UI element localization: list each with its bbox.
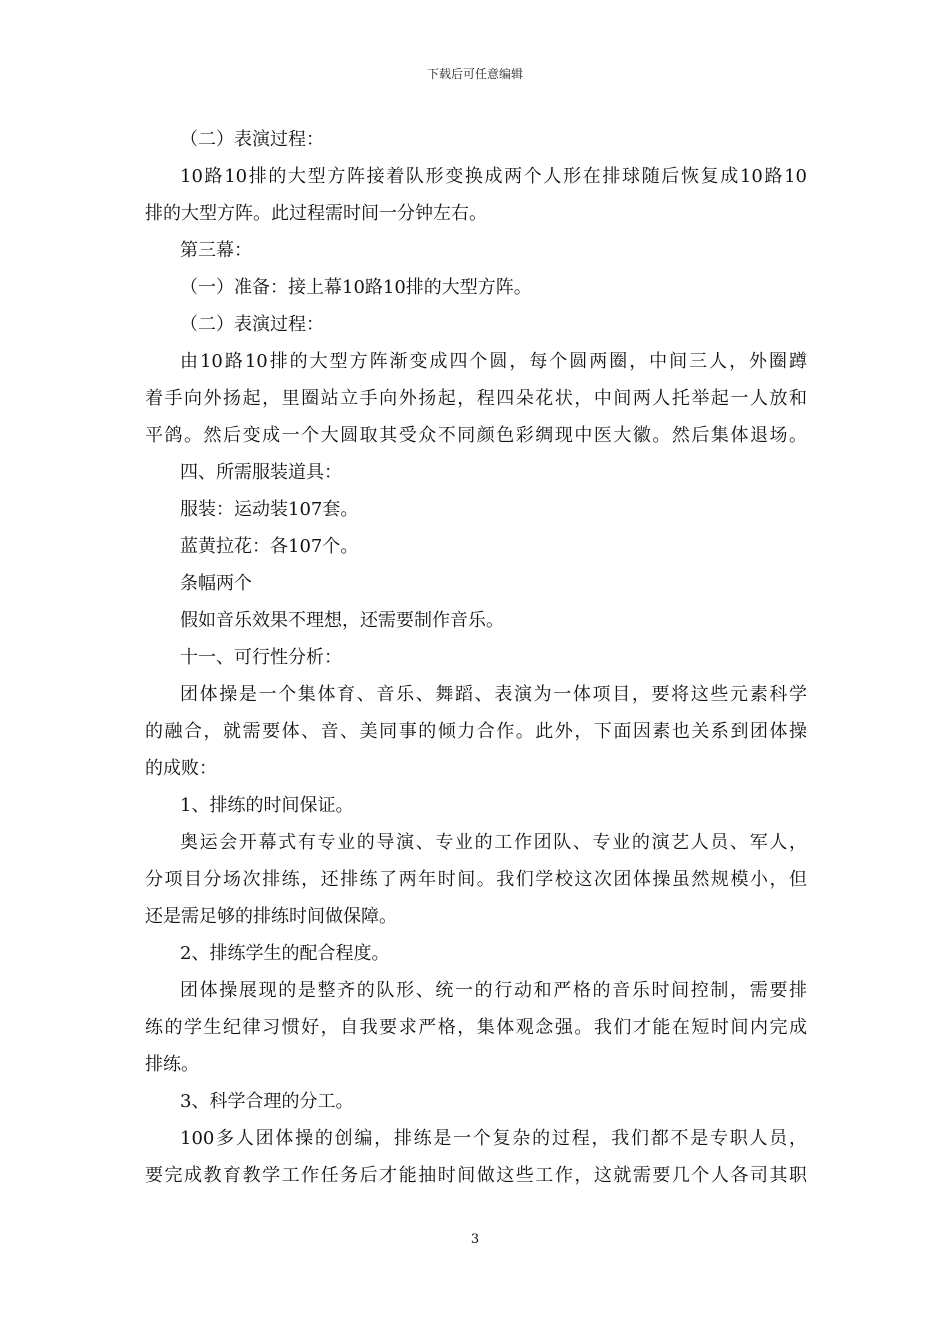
- text-line: 排练。: [145, 1054, 199, 1075]
- text-line: 排的大型方阵。此过程需时间一分钟左右。: [145, 203, 487, 224]
- text-line: 第三幕：: [180, 240, 252, 261]
- text-line: 3、科学合理的分工。: [180, 1091, 354, 1112]
- text-line: 服装：运动装107套。: [180, 499, 359, 520]
- text-line: 四、所需服装道具：: [180, 462, 342, 483]
- text-line: 蓝黄拉花：各107个。: [180, 536, 359, 557]
- text-line: 团体操展现的是整齐的队形、统一的行动和严格的音乐时间控制，需要排: [180, 980, 807, 1001]
- text-line: 10路10排的大型方阵接着队形变换成两个人形在排球随后恢复成10路10: [180, 166, 807, 187]
- text-line: 十一、可行性分析：: [180, 647, 342, 668]
- page-number: 3: [470, 1232, 480, 1247]
- text-line: 平鸽。然后变成一个大圆取其受众不同颜色彩绸现中医大徽。然后集体退场。: [145, 425, 807, 446]
- text-line: 练的学生纪律习惯好，自我要求严格，集体观念强。我们才能在短时间内完成: [145, 1017, 807, 1038]
- text-line: 要完成教育教学工作任务后才能抽时间做这些工作，这就需要几个人各司其职: [145, 1165, 807, 1186]
- text-line: 的成败：: [145, 758, 217, 779]
- text-line: 2、排练学生的配合程度。: [180, 943, 390, 964]
- page-header: 下载后可任意编辑: [426, 67, 523, 81]
- text-line: （二）表演过程：: [180, 129, 324, 150]
- text-line: 假如音乐效果不理想，还需要制作音乐。: [180, 610, 504, 631]
- text-line: 的融合，就需要体、音、美同事的倾力合作。此外，下面因素也关系到团体操: [145, 721, 807, 742]
- text-line: 由10路10排的大型方阵渐变成四个圆，每个圆两圈，中间三人，外圈蹲: [180, 351, 807, 372]
- text-line: 奥运会开幕式有专业的导演、专业的工作团队、专业的演艺人员、军人，: [180, 832, 807, 853]
- text-line: 团体操是一个集体育、音乐、舞蹈、表演为一体项目，要将这些元素科学: [180, 684, 807, 705]
- text-line: 条幅两个: [180, 573, 252, 594]
- text-line: （二）表演过程：: [180, 314, 324, 335]
- text-line: 分项目分场次排练，还排练了两年时间。我们学校这次团体操虽然规模小，但: [145, 869, 807, 890]
- text-line: 着手向外扬起，里圈站立手向外扬起，程四朵花状，中间两人托举起一人放和: [145, 388, 807, 409]
- text-line: 1、排练的时间保证。: [180, 795, 354, 816]
- text-line: 100多人团体操的创编，排练是一个复杂的过程，我们都不是专职人员，: [180, 1128, 807, 1149]
- text-line: 还是需足够的排练时间做保障。: [145, 906, 397, 927]
- text-line: （一）准备：接上幕10路10排的大型方阵。: [180, 277, 532, 298]
